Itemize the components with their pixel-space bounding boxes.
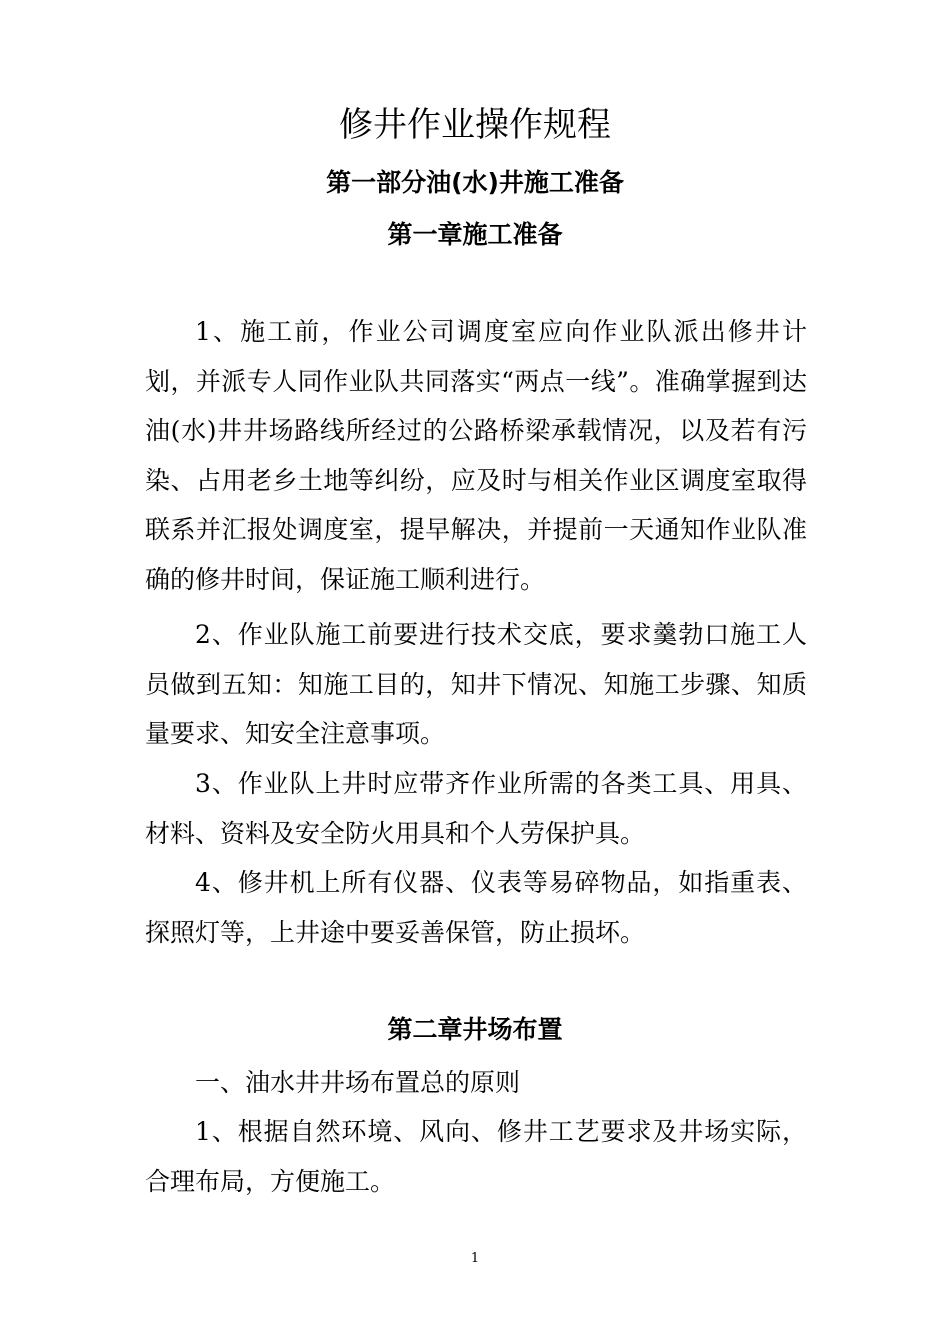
chapter-1-heading: 第一章施工准备	[387, 220, 563, 249]
paragraph-2: 2、作业队施工前要进行技术交底，要求羹勃口施工人员做到五知：知施工目的，知井下情况、知施工步骤、知质量要求、知安全注意事项。	[145, 620, 807, 748]
paragraph-4: 4、修井机上所有仪器、仪表等易碎物品，如指重表、探照灯等，上井途中要妥善保管，防止损坏。	[145, 868, 807, 947]
paragraph-5: 1、根据自然环境、风向、修井工艺要求及井场实际，合理布局，方便施工。	[145, 1117, 807, 1196]
page-number: 1	[470, 1251, 480, 1266]
paragraph-3: 3、作业队上井时应带齐作业所需的各类工具、用具、材料、资料及安全防火用具和个人劳保护具。	[145, 769, 807, 848]
paragraph-1: 1、施工前，作业公司调度室应向作业队派出修井计划，并派专人同作业队共同落实“两点一线”。准确掌握到达油(水)井井场路线所经过的公路桥梁承载情况，以及若有污染、占用老乡土地等纠纷，应及时与相关作业区调度室取得联系并汇报处调度室，提早解决，并提前一天通知作业队准确的修井时间，保证施工顺利进行。	[145, 317, 807, 594]
chapter-2-heading: 第二章井场布置	[387, 1015, 563, 1044]
section-heading-principles: 一、油水井井场布置总的原则	[195, 1068, 521, 1097]
part-heading: 第一部分油(水)井施工准备	[326, 168, 624, 197]
document-title: 修井作业操作规程	[339, 105, 611, 145]
